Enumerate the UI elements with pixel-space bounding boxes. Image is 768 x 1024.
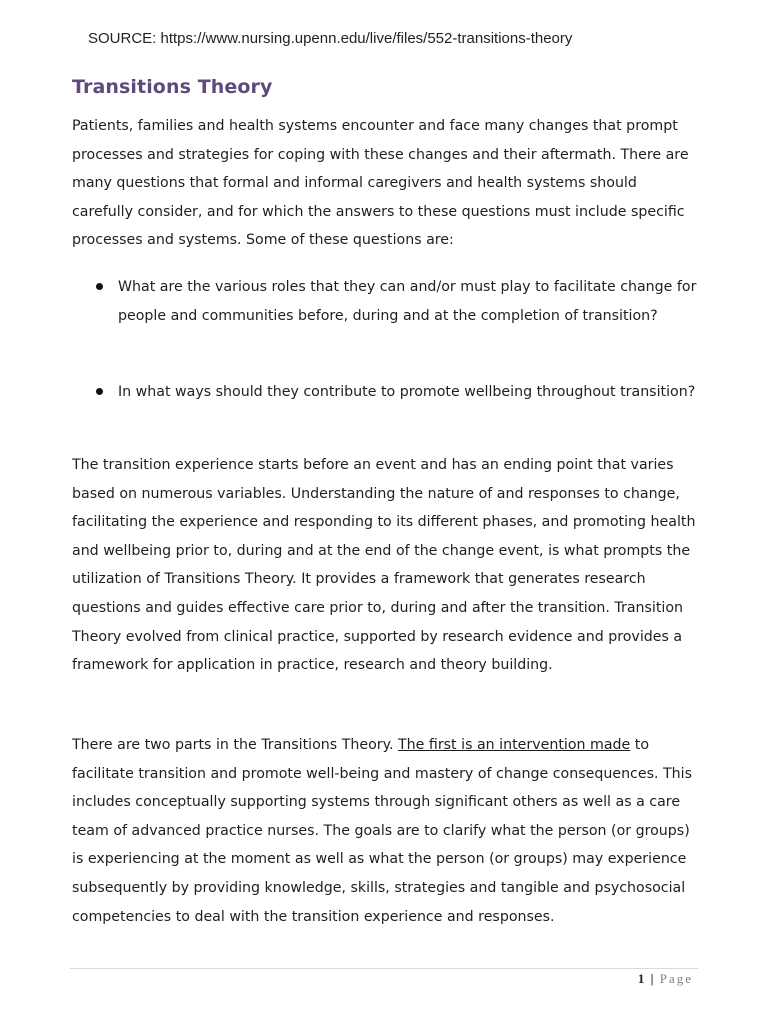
- two-parts-lead-text: There are two parts in the Transitions Theory.: [72, 737, 398, 753]
- bullet-dot-icon: [96, 388, 103, 395]
- question-list-item-1-wrapper: [118, 273, 700, 330]
- source-line: SOURCE: https://www.nursing.upenn.edu/live/files/552-transitions-theory: [88, 30, 573, 47]
- two-parts-rest-text: to facilitate transition and promote well-being and mastery of change consequences. This includes conceptually supporting systems through significant others as well as a care team of advanced practice nurses. The goals are to clarify what the person (or groups) is experiencing at the moment as well as what the person (or groups) may experience subsequently by providing knowledge, skills, strategies and tangible and psychosocial competencies to deal with the transition experience and responses.: [72, 737, 692, 925]
- page-footer: [638, 971, 693, 987]
- bullet-dot-icon: [96, 283, 103, 290]
- question-text: What are the various roles that they can and/or must play to facilitate change for people and communities before, during and at the completion of transition?: [118, 279, 697, 324]
- question-list-item: [118, 273, 700, 330]
- question-list-item: [118, 378, 700, 407]
- footer-separator: |: [650, 971, 654, 986]
- transition-experience-paragraph: The transition experience starts before an event and has an ending point that varies based on numerous variables. Understanding the nature of and responses to change, facilitating the experience and responding to its different phases, and promoting health and wellbeing prior to, during and at the end of the change event, is what prompts the utilization of Transitions Theory. It provides a framework that generates research questions and guides effective care prior to, during and after the transition. Transition Theory evolved from clinical practice, supported by research evidence and provides a framework for application in practice, research and theory building.: [72, 457, 696, 674]
- page-label: Page: [659, 971, 693, 986]
- underlined-phrase: The first is an intervention made: [398, 737, 631, 753]
- page-title: Transitions Theory: [72, 76, 273, 98]
- two-parts-paragraph: [72, 731, 700, 931]
- intro-paragraph: Patients, families and health systems encounter and face many changes that prompt processes and strategies for coping with these changes and their aftermath. There are many questions that formal and informal caregivers and health systems should carefully consider, and for which the answers to these questions must include specific processes and systems. Some of these questions are:: [72, 118, 689, 249]
- question-text: In what ways should they contribute to promote wellbeing throughout transition?: [118, 384, 696, 400]
- page-number: 1: [637, 971, 645, 986]
- footer-divider: [70, 968, 698, 969]
- question-list-item-2-wrapper: [118, 378, 700, 407]
